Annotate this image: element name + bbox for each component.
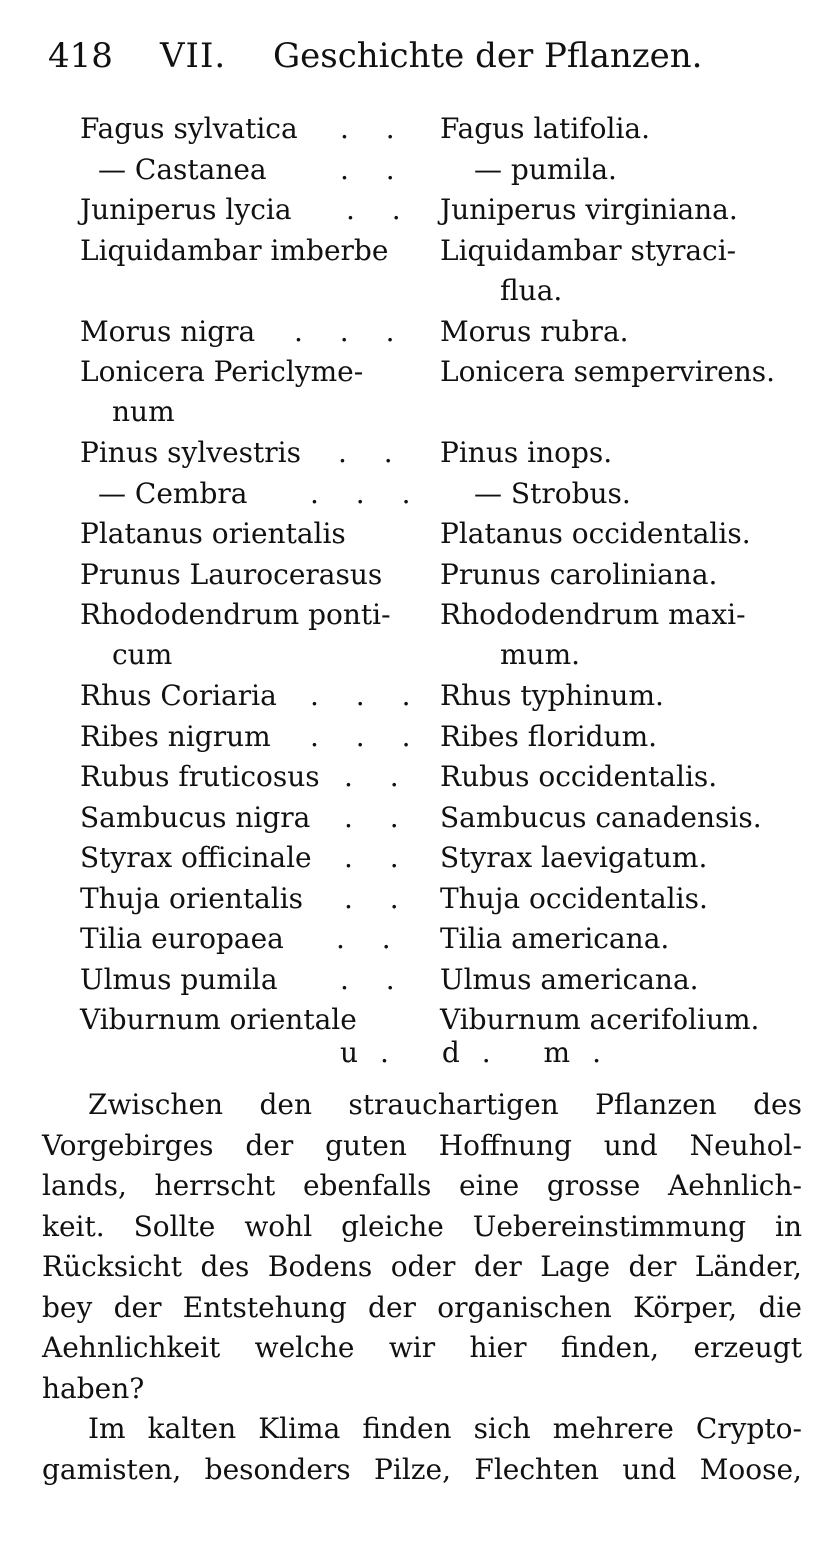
- page-number: 418: [48, 36, 113, 76]
- new-world-species: Morus rubra.: [440, 314, 629, 348]
- list-item: [0, 517, 830, 558]
- new-world-species: Platanus occidentalis.: [440, 517, 751, 550]
- old-world-species: Sambucus nigra: [80, 800, 311, 834]
- list-item: [0, 760, 830, 801]
- text-line: Aehnlichkeit welche wir hier finden, erzeugt: [42, 1331, 802, 1364]
- old-world-species: Ribes nigrum: [80, 719, 271, 753]
- leader-dots: . .: [344, 760, 413, 793]
- list-item: [0, 963, 830, 1004]
- paragraph-shrubs: [42, 1085, 802, 1409]
- et-cetera-abbreviation: u. d. m.: [340, 1036, 624, 1069]
- old-world-species: Fagus sylvatica: [80, 112, 298, 145]
- leader-dots: . .: [340, 962, 409, 996]
- old-world-species: Liquidambar imberbe: [80, 233, 389, 267]
- list-item: [0, 679, 830, 720]
- old-world-species: Rubus fruticosus: [80, 760, 320, 793]
- text-line: haben?: [42, 1371, 145, 1405]
- chapter-number: VII.: [160, 36, 227, 76]
- list-item: [0, 234, 830, 315]
- old-world-species: Styrax officinale: [80, 841, 312, 874]
- new-world-species: Styrax laevigatum.: [440, 841, 708, 874]
- old-world-species: Rhododendrum ponti-: [80, 598, 391, 631]
- leader-dots: . .: [336, 922, 405, 955]
- chapter-title: Geschichte der Pflanzen.: [273, 36, 703, 76]
- text-line: lands, herrscht ebenfalls eine grosse Aehnlich-: [42, 1169, 802, 1202]
- leader-dots: . .: [344, 841, 413, 874]
- list-item: [0, 477, 830, 518]
- leader-dots: . .: [338, 436, 407, 469]
- leader-dots: . .: [346, 193, 415, 226]
- old-world-species: Rhus Coriaria: [80, 679, 277, 712]
- old-world-species: Pinus sylvestris: [80, 436, 301, 469]
- list-item: [0, 112, 830, 153]
- old-world-species: Ulmus pumila: [80, 962, 278, 996]
- leader-dots: . .: [344, 881, 413, 915]
- leader-dots: . . .: [310, 679, 425, 712]
- old-world-species: Lonicera Periclyme-: [80, 355, 364, 388]
- old-world-species: Viburnum orientale: [80, 1003, 357, 1036]
- leader-dots: . .: [344, 800, 413, 834]
- new-world-species: Lonicera sempervirens.: [440, 355, 776, 388]
- text-line: Im kalten Klima finden sich mehrere Crypto-: [88, 1412, 802, 1445]
- old-world-species: — Cembra: [98, 476, 248, 510]
- old-world-species: Morus nigra: [80, 314, 256, 348]
- old-world-species: Thuja orientalis: [80, 881, 304, 915]
- list-item: [0, 841, 830, 882]
- new-world-species: Ulmus americana.: [440, 962, 699, 996]
- old-world-species: Prunus Laurocerasus: [80, 557, 383, 591]
- old-world-species: Platanus orientalis: [80, 517, 346, 550]
- new-world-species: Pinus inops.: [440, 436, 613, 469]
- text-line: bey der Entstehung der organischen Körper, die: [42, 1290, 802, 1324]
- new-world-species: Viburnum acerifolium.: [440, 1003, 760, 1036]
- running-header: [48, 36, 808, 86]
- species-comparison-list: [0, 112, 830, 1044]
- paragraph-cryptogams: [42, 1409, 802, 1490]
- list-item: [0, 882, 830, 923]
- new-world-species: Tilia americana.: [440, 922, 670, 955]
- text-line: Rücksicht des Bodens oder der Lage der Länder,: [42, 1250, 802, 1283]
- new-world-species: — pumila.: [474, 152, 617, 186]
- new-world-species: Juniperus virginiana.: [440, 193, 738, 226]
- new-world-species: Prunus caroliniana.: [440, 557, 718, 591]
- new-world-species: Rhus typhinum.: [440, 679, 664, 712]
- old-world-species: Juniperus lycia: [80, 193, 292, 226]
- list-item: [0, 720, 830, 761]
- text-line: Vorgebirges der guten Hoffnung und Neuhol-: [42, 1128, 802, 1162]
- new-world-species: Rhododendrum maxi-: [440, 598, 746, 631]
- new-world-species: Liquidambar styraci-: [440, 233, 737, 267]
- leader-dots: . . .: [294, 314, 409, 348]
- old-world-species-continued: cum: [112, 638, 173, 671]
- list-item: [0, 558, 830, 599]
- leader-dots: . . .: [310, 476, 425, 510]
- new-world-species: Thuja occidentalis.: [440, 881, 708, 915]
- new-world-species: Rubus occidentalis.: [440, 760, 718, 793]
- list-item: [0, 801, 830, 842]
- new-world-species-continued: mum.: [500, 638, 581, 671]
- leader-dots: . .: [340, 112, 409, 145]
- list-item: [0, 355, 830, 436]
- old-world-species: Tilia europaea: [80, 922, 284, 955]
- new-world-species: Ribes floridum.: [440, 719, 658, 753]
- new-world-species: — Strobus.: [474, 476, 631, 510]
- text-line: gamisten, besonders Pilze, Flechten und Moose,: [42, 1452, 802, 1486]
- list-item: [0, 598, 830, 679]
- list-item: [0, 153, 830, 194]
- leader-dots: . . .: [310, 719, 425, 753]
- old-world-species: — Castanea: [98, 152, 267, 186]
- text-line: keit. Sollte wohl gleiche Uebereinstimmung in: [42, 1209, 802, 1243]
- list-item: [0, 315, 830, 356]
- new-world-species: Sambucus canadensis.: [440, 800, 762, 834]
- new-world-species: Fagus latifolia.: [440, 112, 651, 145]
- new-world-species-continued: flua.: [500, 273, 563, 307]
- text-line: Zwischen den strauchartigen Pflanzen des: [88, 1088, 802, 1121]
- list-item: [0, 193, 830, 234]
- list-item: [0, 436, 830, 477]
- leader-dots: . .: [340, 152, 409, 186]
- old-world-species-continued: num: [112, 395, 175, 428]
- list-item: [0, 922, 830, 963]
